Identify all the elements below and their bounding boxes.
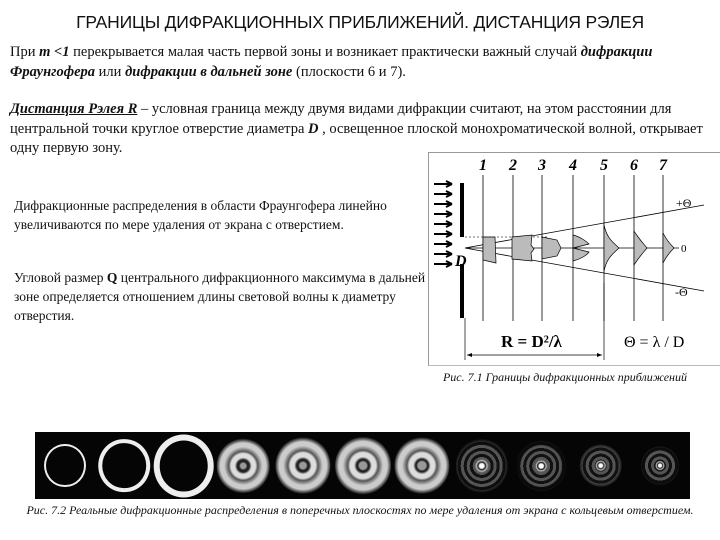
plane-label: 1: [479, 157, 487, 174]
arrow-icon: [434, 251, 452, 257]
ring-pattern-frame: [95, 432, 155, 499]
ring-pattern-frame: [571, 432, 631, 499]
minus-theta-label: -Θ: [675, 285, 688, 299]
m-condition: m <1: [39, 44, 70, 60]
plane-label: 3: [538, 157, 546, 174]
arrow-icon: [434, 191, 452, 197]
text: (плоскости 6 и 7).: [292, 63, 406, 80]
arrow-icon: [434, 181, 452, 187]
arrow-icon: [434, 261, 452, 267]
arrow-icon: [434, 231, 452, 237]
q-symbol: Q: [106, 270, 118, 285]
slide-title: ГРАНИЦЫ ДИФРАКЦИОННЫХ ПРИБЛИЖЕНИЙ. ДИСТАНЦИЯ РЭЛЕЯ: [76, 12, 644, 32]
figure-7-2-caption: Рис. 7.2 Реальные дифракционные распределения в поперечных плоскостях по мере удаления от экрана с кольцевым отверстием.: [26, 503, 694, 517]
ring-pattern-frame: [392, 432, 452, 499]
plane-label: 4: [569, 157, 577, 174]
angle-formula: Θ = λ / D: [624, 334, 685, 351]
term-rayleigh-distance: Дистанция Рэлея R: [10, 101, 138, 117]
ring-pattern-frame: [35, 432, 95, 499]
incident-arrows: [434, 181, 452, 267]
arrow-icon: [434, 201, 452, 207]
diameter-symbol: D: [308, 120, 319, 137]
ring-pattern-frame: [273, 432, 333, 499]
paragraph-rayleigh: [10, 100, 710, 159]
zero-label: 0: [681, 243, 687, 255]
ring-pattern-frame: [214, 432, 274, 499]
screen-lower: [460, 264, 464, 318]
diffraction-zones-diagram: [428, 152, 720, 366]
plane-label: 2: [509, 157, 517, 174]
term-fraunhofer: дифракции Фраунгофера: [10, 44, 653, 80]
paragraph-distribution: Дифракционные распределения в области Фраунгофера линейно увеличиваются по мере удаления от экрана с отверстием.: [14, 198, 387, 232]
text: центрального дифракционного максимума в дальней зоне определяется отношением длины световой волны к диаметру отверстия.: [14, 270, 426, 323]
text: Угловой размер: [14, 270, 107, 285]
arrow-icon: [434, 211, 452, 217]
plane-label: 6: [630, 157, 638, 174]
ring-pattern-frame: [630, 432, 690, 499]
text: или: [95, 63, 126, 80]
paragraph-fraunhofer: [10, 43, 710, 82]
ring-diffraction-image-strip: [35, 432, 690, 499]
aperture-label: D: [455, 253, 467, 270]
text: , освещенное плоской монохроматической волной, открывает одну первую зону.: [10, 120, 703, 156]
arrow-icon: [434, 221, 452, 227]
ring-pattern-frame: [511, 432, 571, 499]
plus-theta-label: +Θ: [676, 196, 692, 210]
screen-upper: [460, 183, 464, 237]
paragraph-angular-size: [14, 268, 429, 325]
ring-pattern-frame: [333, 432, 393, 499]
ring-pattern-frame: [452, 432, 512, 499]
figure-7-1-caption: Рис. 7.1 Границы дифракционных приближений: [442, 370, 688, 384]
text: перекрывается малая часть первой зоны и возникает практически важный случай: [69, 44, 581, 60]
rayleigh-formula: R = D²/λ: [501, 332, 562, 351]
plane-label: 5: [600, 157, 608, 174]
text: При: [10, 44, 40, 60]
ring-pattern-frame: [154, 432, 214, 499]
term-far-zone: дифракции в дальней зоне: [125, 63, 293, 80]
text: – условная граница между двумя видами дифракции считают, на этом расстоянии для центральной точки круглое отверстие диаметра: [10, 101, 672, 137]
arrow-icon: [434, 241, 452, 247]
plane-label: 7: [659, 157, 667, 174]
